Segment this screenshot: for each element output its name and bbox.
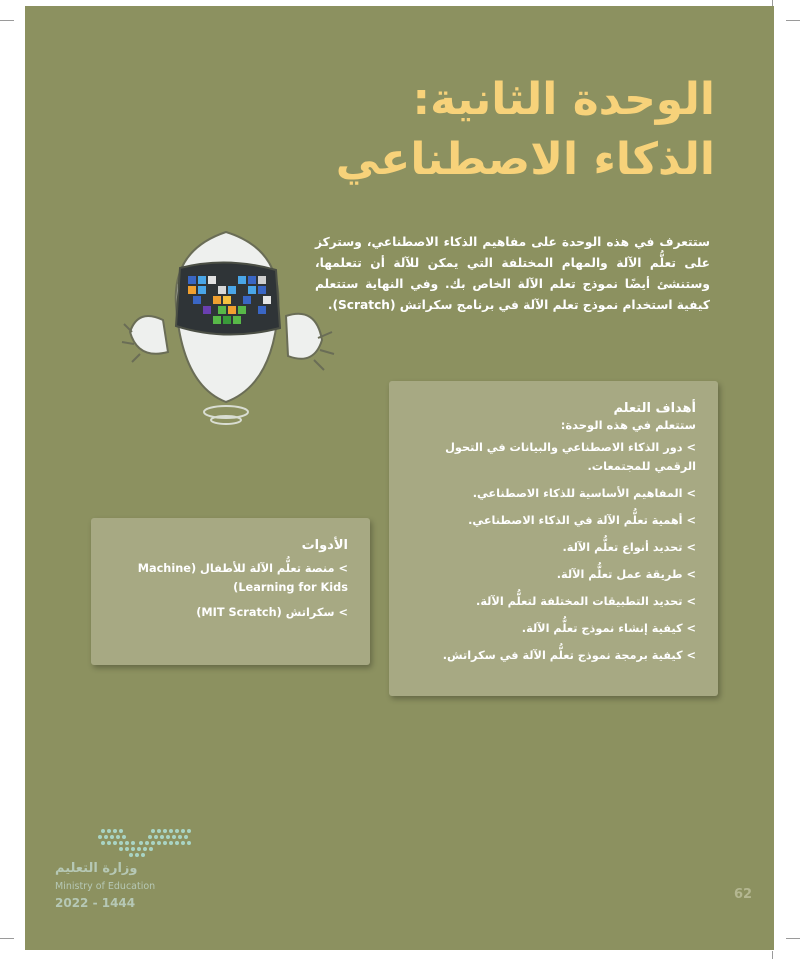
ministry-logo-icon — [55, 825, 195, 861]
list-item-text: كيفية إنشاء نموذج تعلُّم الآلة. — [521, 622, 683, 635]
unit-title-line1: الوحدة الثانية: — [412, 74, 715, 125]
list-item — [403, 565, 696, 584]
crop-mark — [786, 938, 800, 939]
list-marker: > — [686, 541, 696, 554]
logo-english-text: Ministry of Education — [55, 881, 156, 892]
list-item-text: منصة تعلُّم الآلة للأطفال (Machine Learning for Kids) — [137, 562, 348, 594]
list-marker: > — [686, 514, 696, 527]
list-marker: > — [686, 568, 696, 581]
list-marker: > — [686, 595, 696, 608]
list-marker: > — [686, 487, 696, 500]
list-marker: > — [338, 562, 348, 575]
list-marker: > — [686, 441, 696, 454]
list-marker: > — [338, 606, 348, 619]
learning-goals-box — [389, 381, 718, 696]
learning-goals-heading: أهداف التعلم — [613, 401, 696, 416]
tools-list — [105, 559, 348, 622]
list-item — [403, 592, 696, 611]
logo-arabic-text: وزارة التعليم — [55, 861, 138, 876]
unit-title-line2: الذكاء الاصطناعي — [335, 134, 715, 185]
tools-box — [91, 518, 370, 665]
ministry-logo — [55, 825, 205, 925]
list-marker: > — [686, 622, 696, 635]
learning-goals-list — [403, 438, 696, 665]
robot-icon — [118, 220, 348, 430]
list-item-text: طريقة عمل تعلُّم الآلة. — [556, 568, 683, 581]
list-item — [403, 538, 696, 557]
tools-heading: الأدوات — [301, 538, 348, 553]
crop-mark — [772, 951, 773, 959]
list-item-text: تحديد التطبيقات المختلفة لتعلُّم الآلة. — [476, 595, 683, 608]
crop-mark — [0, 938, 14, 939]
list-item-text: أهمية تعلُّم الآلة في الذكاء الاصطناعي. — [468, 514, 683, 527]
intro-paragraph: ستتعرف في هذه الوحدة على مفاهيم الذكاء الاصطناعي، وستركز على تعلُّم الآلة والمهام المختلفة التي يمكن للآلة أن تتعلمها، وستنشئ أيضًا نموذج تعلم الآلة الخاص بك. وفي النهاية ستتعلم كيفية استخدام نموذج تعلم الآلة في برنامج سكراتش (Scratch). — [315, 235, 710, 312]
learning-goals-subheading: ستتعلم في هذه الوحدة: — [560, 418, 696, 432]
list-item — [105, 559, 348, 597]
crop-mark — [0, 20, 14, 21]
crop-mark — [786, 20, 800, 21]
list-item-text: تحديد أنواع تعلُّم الآلة. — [562, 541, 683, 554]
page-number: 62 — [734, 887, 753, 902]
list-item — [403, 484, 696, 503]
list-item — [403, 438, 696, 476]
list-item-text: سكراتش (MIT Scratch) — [196, 606, 335, 619]
list-marker: > — [686, 649, 696, 662]
list-item — [105, 603, 348, 622]
list-item-text: كيفية برمجة نموذج تعلُّم الآلة في سكراتش. — [442, 649, 683, 662]
list-item — [403, 511, 696, 530]
list-item-text: المفاهيم الأساسية للذكاء الاصطناعي. — [472, 487, 683, 500]
unit-title — [295, 70, 715, 190]
list-item — [403, 619, 696, 638]
list-item-text: دور الذكاء الاصطناعي والبيانات في التحول الرقمي للمجتمعات. — [445, 441, 696, 473]
logo-year: 2022 - 1444 — [55, 896, 136, 910]
list-item — [403, 646, 696, 665]
